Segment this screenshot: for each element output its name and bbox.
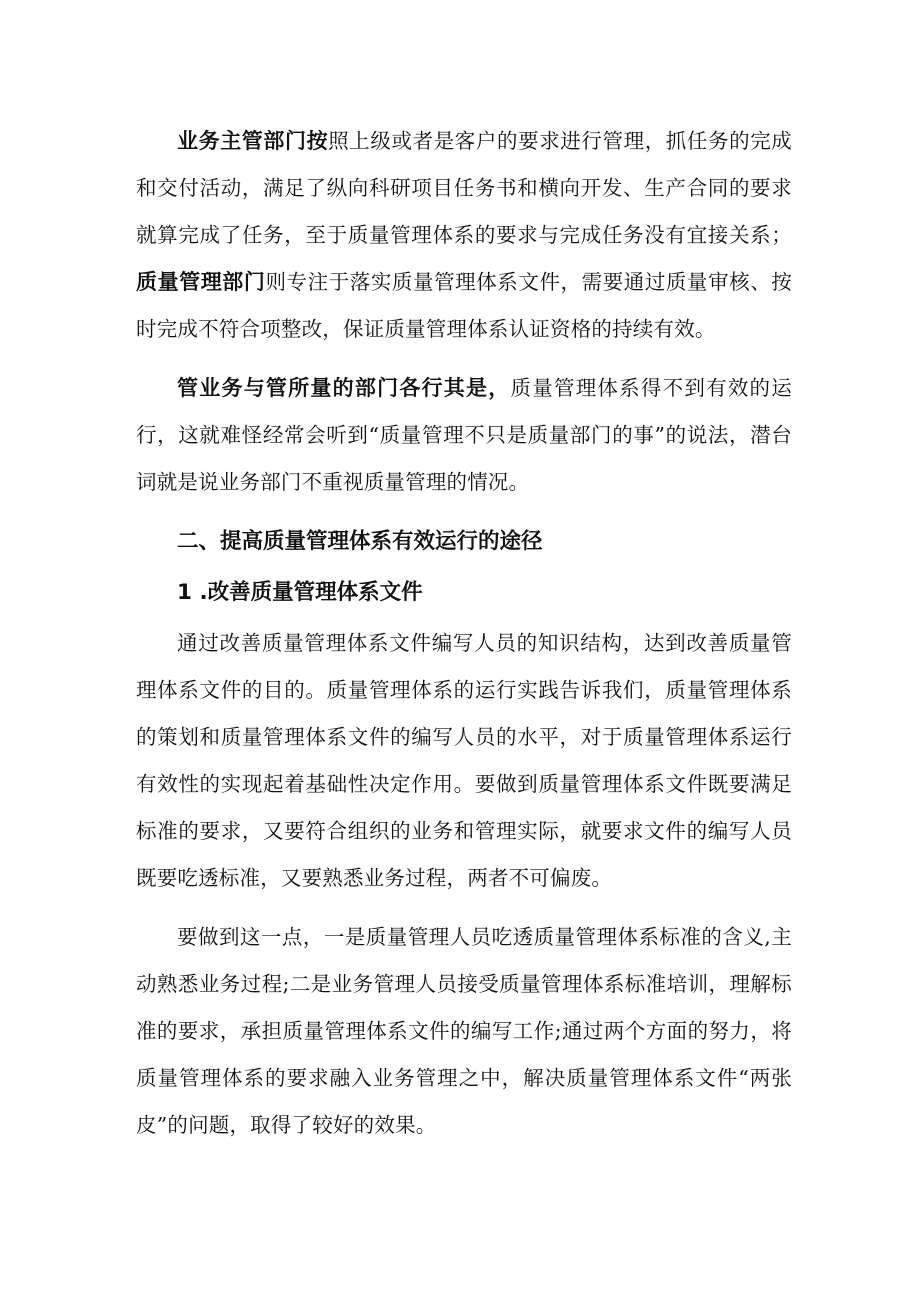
paragraph-2-bold-lead: 管业务与管所量的部门各行其是， bbox=[177, 376, 511, 400]
paragraph-3: 通过改善质量管理体系文件编写人员的知识结构，达到改善质量管理体系文件的目的。质量管理体系的运行实践告诉我们，质量管理体系的策划和质量管理体系文件的编写人员的水平，对于质量管理体系运行有效性的实现起着基础性决定作用。要做到质量管理体系文件既要满足标准的要求，又要符合组织的业务和管理实际，就要求文件的编写人员既要吃透标准，又要熟悉业务过程，两者不可偏废。 bbox=[136, 631, 792, 890]
paragraph-1 bbox=[136, 118, 792, 353]
paragraph-2-text: 质量管理体系得不到有效的运行，这就难怪经常会听到“质量管理不只是质量部门的事”的说法，潜台词就是说业务部门不重视质量管理的情况。 bbox=[136, 376, 792, 494]
section-heading: 二、提高质量管理体系有效运行的途径 bbox=[177, 529, 543, 554]
subsection-heading: 1 .改善质量管理体系文件 bbox=[177, 580, 423, 605]
paragraph-1-text-a: 照上级或者是客户的要求进行管理，抓任务的完成和交付活动，满足了纵向科研项目任务书和横向开发、生产合同的要求就算完成了任务，至于质量管理体系的要求与完成任务没有宜接关系； bbox=[136, 129, 792, 247]
paragraph-1-text-b: 则专注于落实质量管理体系文件，需要通过质量审核、按时完成不符合项整改，保证质量管理体系认证资格的持续有效。 bbox=[136, 270, 793, 341]
paragraph-4: 要做到这一点，一是质量管理人员吃透质量管理体系标准的含义,主动熟悉业务过程;二是业务管理人员接受质量管理体系标准培训，理解标准的要求，承担质量管理体系文件的编写工作;通过两个方面的努力，将质量管理体系的要求融入业务管理之中，解决质量管理体系文件“两张皮”的问题，取得了较好的效果。 bbox=[136, 925, 792, 1137]
document-page bbox=[136, 118, 792, 1161]
paragraph-2 bbox=[136, 365, 792, 506]
paragraph-1-bold-lead: 业务主管部门按 bbox=[177, 129, 329, 153]
paragraph-1-bold-mid: 质量管理部门 bbox=[136, 270, 266, 294]
